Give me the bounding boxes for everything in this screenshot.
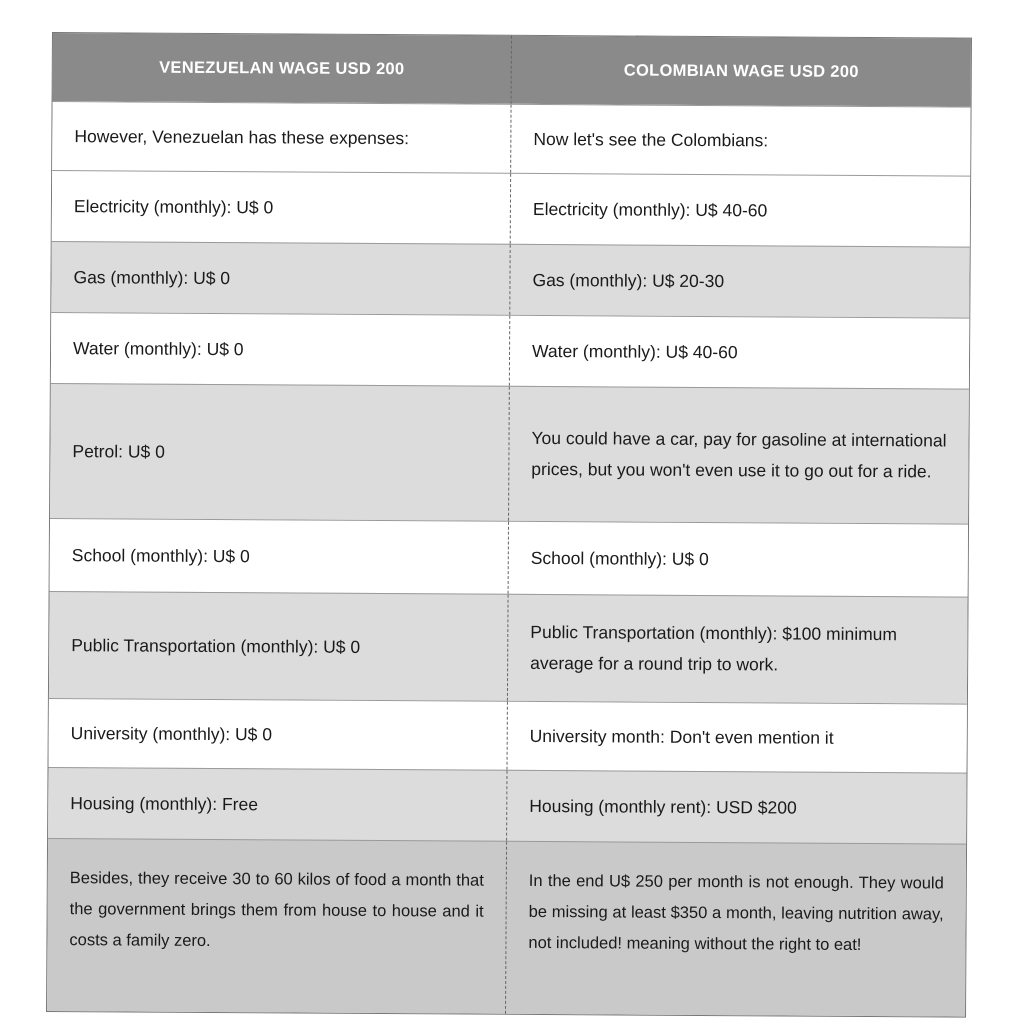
colombian-cell: Gas (monthly): U$ 20-30 — [532, 269, 725, 291]
venezuelan-cell: Water (monthly): U$ 0 — [51, 313, 510, 386]
table-row — [50, 383, 969, 524]
colombian-footer-note: In the end U$ 250 per month is not enough. They would be missing at least $350 a month, leaving nutrition away, not included! meaning without the right to eat! — [528, 871, 944, 954]
header-colombian: COLOMBIAN WAGE USD 200 — [623, 60, 859, 81]
wage-comparison-table — [46, 32, 972, 1018]
colombian-cell: Water (monthly): U$ 40-60 — [532, 340, 738, 362]
header-venezuelan: VENEZUELAN WAGE USD 200 — [53, 33, 512, 104]
colombian-cell: Now let's see the Colombians: — [533, 128, 769, 150]
table-row — [49, 591, 968, 704]
colombian-cell: School (monthly): U$ 0 — [530, 547, 709, 569]
venezuelan-cell: School (monthly): U$ 0 — [50, 519, 509, 594]
table-footer-row — [47, 838, 966, 1017]
colombian-cell: Electricity (monthly): U$ 40-60 — [532, 198, 768, 220]
table-row — [52, 101, 970, 176]
venezuelan-footer-note: Besides, they receive 30 to 60 kilos of food a month that the government brings them from house to house and it costs a family zero. — [47, 839, 507, 1014]
table-row — [51, 241, 969, 318]
table-row — [50, 518, 968, 597]
table-row — [49, 698, 967, 773]
colombian-cell: Public Transportation (monthly): $100 minimum average for a round trip to work. — [530, 621, 898, 675]
venezuelan-cell: Public Transportation (monthly): U$ 0 — [49, 592, 509, 701]
venezuelan-cell: Gas (monthly): U$ 0 — [51, 242, 510, 315]
table-row — [51, 312, 969, 389]
table-header-row — [53, 33, 971, 107]
table-row — [52, 170, 970, 247]
colombian-cell: University month: Don't even mention it — [529, 725, 834, 748]
venezuelan-cell: Electricity (monthly): U$ 0 — [52, 171, 511, 244]
colombian-cell: You could have a car, pay for gasoline at international prices, but you won't even use it to go out for a ride. — [531, 427, 947, 482]
venezuelan-cell: Petrol: U$ 0 — [50, 384, 510, 521]
venezuelan-cell: However, Venezuelan has these expenses: — [52, 102, 511, 173]
venezuelan-cell: Housing (monthly): Free — [48, 768, 507, 841]
table-row — [48, 767, 966, 844]
colombian-cell: Housing (monthly rent): USD $200 — [529, 795, 797, 818]
venezuelan-cell: University (monthly): U$ 0 — [49, 699, 508, 770]
